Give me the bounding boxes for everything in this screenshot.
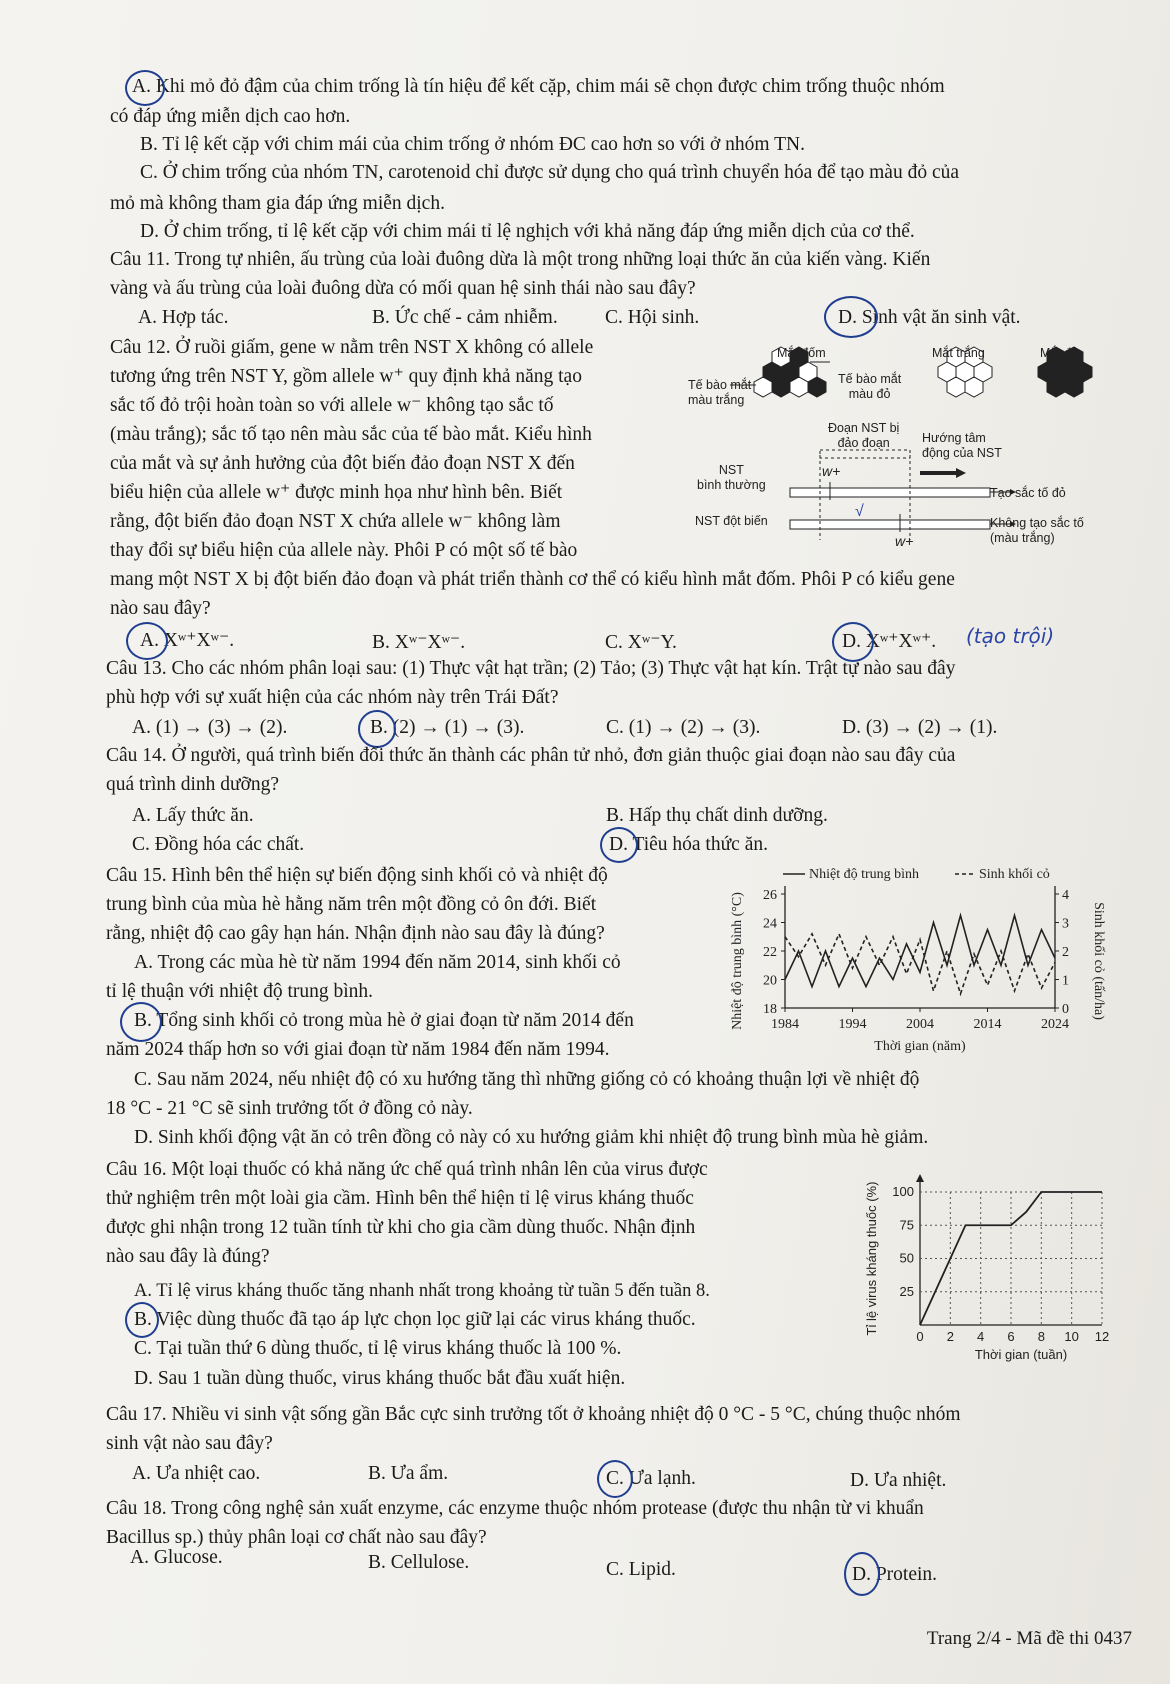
x-tick-label: 1994: [838, 1017, 867, 1032]
q15-option-c: C. Sau năm 2024, nếu nhiệt độ có xu hướng tăng thì những giống cỏ có khoảng thuận lợi về nhiệt độ: [134, 1069, 920, 1090]
q12-option-a: A. Xʷ⁺Xʷ⁻.: [140, 630, 235, 651]
q16-option-b: B. Việc dùng thuốc đã tạo áp lực chọn lọc giữ lại các virus kháng thuốc.: [134, 1309, 696, 1330]
q17-option-c: C. Ưa lạnh.: [606, 1468, 696, 1489]
q12-line-8: thay đổi sự biểu hiện của allele này. Phôi P có một số tế bào: [110, 540, 578, 561]
answer-circle: [120, 1002, 162, 1042]
y-tick-label: 50: [899, 1250, 914, 1266]
q18-option-d: D. Protein.: [852, 1564, 938, 1585]
label-red-pigment: Tạo sắc tố đỏ: [990, 486, 1066, 500]
centromere-arrow: [920, 471, 956, 475]
q12-line-1: Câu 12. Ở ruồi giấm, gene w nằm trên NST X không có allele: [110, 337, 594, 358]
x-axis-label: Thời gian (tuần): [974, 1347, 1068, 1362]
label-w-plus-mutant: w+: [895, 533, 914, 549]
label-centromere-direction: Hướng tâm động của NST: [922, 431, 1002, 460]
x-tick-label: 0: [916, 1329, 924, 1344]
q10-option-d: D. Ở chim trống, tỉ lệ kết cặp với chim mái tỉ lệ nghịch với khả năng đáp ứng miễn dịch của cơ thể.: [140, 221, 915, 242]
q13-stem: Câu 13. Cho các nhóm phân loại sau: (1) Thực vật hạt trần; (2) Tảo; (3) Thực vật hạt kín. Trật tự nào sau đây: [106, 658, 956, 679]
q16-option-c: C. Tại tuần thứ 6 dùng thuốc, tỉ lệ virus kháng thuốc là 100 %.: [134, 1338, 622, 1359]
q12-line-2: tương ứng trên NST Y, gồm allele w⁺ quy định khả năng tạo: [110, 366, 582, 387]
handwritten-note: (tạo trội): [966, 624, 1055, 648]
answer-circle: [597, 1460, 633, 1498]
q17-option-d: D. Ưa nhiệt.: [850, 1470, 947, 1491]
label-no-pigment: Không tạo sắc tố (màu trắng): [990, 516, 1084, 545]
y2-tick-label: 1: [1062, 973, 1069, 989]
answer-circle: [125, 1302, 159, 1338]
y2-axis-label: Sinh khối cỏ (tấn/ha): [1091, 902, 1106, 1020]
label-inverted-segment: Đoạn NST bị đảo đoạn: [828, 421, 900, 450]
q15-line-1: Câu 15. Hình bên thể hiện sự biến động sinh khối cỏ và nhiệt độ: [106, 865, 608, 886]
x-tick-label: 6: [1007, 1329, 1015, 1344]
answer-circle: [600, 827, 638, 863]
label-w-plus-normal: w+: [822, 463, 841, 479]
y-tick-label: 25: [899, 1283, 914, 1299]
q17-stem: Câu 17. Nhiều vi sinh vật sống gần Bắc cực sinh trưởng tốt ở khoảng nhiệt độ 0 °C - 5 °C, chúng thuộc nhóm: [106, 1404, 961, 1425]
q11-stem: Câu 11. Trong tự nhiên, ấu trùng của loài đuông dừa là một trong những loại thức ăn của kiến vàng. Kiến: [110, 249, 931, 270]
y-tick-label: 100: [892, 1184, 914, 1199]
x-tick-label: 4: [977, 1329, 985, 1344]
q15-option-b-cont: năm 2024 thấp hơn so với giai đoạn từ năm 1984 đến năm 1994.: [106, 1039, 610, 1060]
q15-option-a: A. Trong các mùa hè từ năm 1994 đến năm 2014, sinh khối cỏ: [134, 952, 621, 973]
x-tick-label: 2: [946, 1329, 954, 1344]
answer-circle: [125, 70, 165, 106]
x-tick-label: 8: [1037, 1329, 1045, 1344]
q14-option-a: A. Lấy thức ăn.: [132, 805, 254, 826]
q10-option-c: C. Ở chim trống của nhóm TN, carotenoid chỉ được sử dụng cho quá trình chuyển hóa để tạo màu đỏ của: [140, 162, 960, 183]
q13-stem-cont: phù hợp với sự xuất hiện của các nhóm này trên Trái Đất?: [106, 687, 559, 708]
label-red-cell: Tế bào mắt màu đỏ: [838, 372, 902, 401]
y2-tick-label: 4: [1062, 888, 1069, 903]
q12-line-6: biểu hiện của allele w⁺ được minh họa như hình bên. Biết: [110, 482, 563, 503]
q12-line-7: rằng, đột biến đảo đoạn NST X chứa allele w⁻ không làm: [110, 511, 561, 532]
label-white-eye: Mắt trắng: [932, 346, 985, 360]
legend-biomass: Sinh khối cỏ: [979, 867, 1050, 882]
q13-option-c: C. (1) → (2) → (3).: [606, 717, 761, 738]
x-tick-label: 1984: [771, 1017, 799, 1032]
q18-stem-cont: Bacillus sp.) thủy phân loại cơ chất nào sau đây?: [106, 1527, 487, 1548]
q12-line-10: nào sau đây?: [110, 598, 211, 619]
q16-line-1: Câu 16. Một loại thuốc có khả năng ức chế quá trình nhân lên của virus được: [106, 1159, 708, 1180]
q16-line-4: nào sau đây là đúng?: [106, 1246, 270, 1267]
y-tick-label: 20: [763, 973, 777, 989]
x-axis-label: Thời gian (năm): [874, 1039, 966, 1054]
q11-option-c: C. Hội sinh.: [605, 307, 700, 328]
q14-option-d: D. Tiêu hóa thức ăn.: [609, 834, 768, 855]
series-temperature-line: [785, 915, 1055, 986]
q15-option-b: B. Tổng sinh khối cỏ trong mùa hè ở giai đoạn từ năm 2014 đến: [134, 1010, 634, 1031]
q18-stem: Câu 18. Trong công nghệ sản xuất enzyme, các enzyme thuộc nhóm protease (được thu nhận từ vi khuẩn: [106, 1498, 924, 1519]
y-axis-label: Nhiệt độ trung bình (°C): [730, 892, 745, 1030]
label-red-eye: Mắt đỏ: [1040, 346, 1079, 360]
q12-option-d: D. Xʷ⁺Xʷ⁺.: [842, 631, 937, 652]
y2-tick-label: 3: [1062, 916, 1069, 932]
label-white-cell: Tế bào mắt màu trắng: [688, 378, 752, 407]
page-footer: Trang 2/4 - Mã đề thi 0437: [926, 1628, 1132, 1649]
q14-stem-cont: quá trình dinh dưỡng?: [106, 774, 280, 795]
answer-circle: [824, 296, 878, 338]
q11-option-d: D. Sinh vật ăn sinh vật.: [838, 307, 1021, 328]
x-tick-label: 2014: [973, 1017, 1002, 1032]
q16-option-d: D. Sau 1 tuần dùng thuốc, virus kháng thuốc bắt đầu xuất hiện.: [134, 1368, 626, 1389]
q14-option-b: B. Hấp thụ chất dinh dưỡng.: [606, 805, 828, 826]
q15-option-d: D. Sinh khối động vật ăn cỏ trên đồng cỏ này có xu hướng giảm khi nhiệt độ trung bình mùa hè giảm.: [134, 1127, 929, 1148]
handwritten-mark: √: [855, 503, 864, 520]
q16-line-2: thử nghiệm trên một loài gia cầm. Hình bên thể hiện tỉ lệ virus kháng thuốc: [106, 1188, 694, 1209]
answer-circle: [126, 622, 168, 660]
q10-option-a-cont: có đáp ứng miễn dịch cao hơn.: [110, 106, 351, 127]
chart-temperature-biomass: [725, 858, 1110, 1063]
q17-option-a: A. Ưa nhiệt cao.: [132, 1463, 261, 1484]
chart-virus-resistance: [840, 1170, 1115, 1365]
y-axis-label: Tỉ lệ virus kháng thuốc (%): [864, 1181, 879, 1336]
q15-option-a-cont: tỉ lệ thuận với nhiệt độ trung bình.: [106, 981, 374, 1002]
q12-line-5: của mắt và sự ảnh hưởng của đột biến đảo đoạn NST X đến: [110, 453, 575, 474]
q12-line-4: (màu trắng); sắc tố tạo nên màu sắc của tế bào mắt. Kiểu hình: [110, 424, 592, 445]
q18-option-c: C. Lipid.: [606, 1559, 676, 1580]
q10-option-c-cont: mỏ mà không tham gia đáp ứng miễn dịch.: [110, 193, 445, 214]
x-tick-label: 10: [1064, 1329, 1079, 1344]
q12-line-9: mang một NST X bị đột biến đảo đoạn và phát triển thành cơ thể có kiểu hình mắt đốm. Phôi P có kiểu gene: [110, 569, 955, 590]
q11-stem-cont: vàng và ấu trùng của loài đuông dừa có mối quan hệ sinh thái nào sau đây?: [110, 278, 696, 299]
q11-option-b: B. Ức chế - cảm nhiễm.: [372, 307, 558, 328]
q13-option-a: A. (1) → (3) → (2).: [132, 717, 288, 738]
legend-temperature: Nhiệt độ trung bình: [809, 867, 920, 882]
x-tick-label: 12: [1094, 1329, 1110, 1344]
q13-option-b: B. (2) → (1) → (3).: [370, 717, 525, 738]
q16-option-a: A. Tỉ lệ virus kháng thuốc tăng nhanh nhất trong khoảng từ tuần 5 đến tuần 8.: [134, 1281, 710, 1301]
y-tick-label: 18: [763, 1002, 777, 1017]
x-tick-label: 2004: [906, 1017, 934, 1032]
x-tick-label: 2024: [1041, 1017, 1069, 1032]
q13-option-d: D. (3) → (2) → (1).: [842, 717, 998, 738]
y-tick-label: 22: [763, 945, 777, 960]
y2-tick-label: 0: [1062, 1002, 1069, 1017]
y-axis-arrow: [916, 1174, 924, 1182]
q14-stem: Câu 14. Ở người, quá trình biến đổi thức ăn thành các phân tử nhỏ, đơn giản thuộc giai đoạn nào sau đây của: [106, 745, 956, 766]
q18-option-b: B. Cellulose.: [368, 1552, 470, 1573]
q18-option-a: A. Glucose.: [130, 1547, 223, 1568]
q14-option-c: C. Đồng hóa các chất.: [132, 834, 305, 855]
q10-option-a: A. Khi mỏ đỏ đậm của chim trống là tín hiệu để kết cặp, chim mái sẽ chọn được chim trống thuộc nhóm: [132, 76, 945, 97]
q15-line-3: rằng, nhiệt độ cao gây hạn hán. Nhận định nào sau đây là đúng?: [106, 923, 605, 944]
q15-line-2: trung bình của mùa hè hằng năm trên một đồng cỏ ôn đới. Biết: [106, 894, 597, 915]
q15-option-c-cont: 18 °C - 21 °C sẽ sinh trưởng tốt ở đồng cỏ này.: [106, 1098, 473, 1119]
q12-line-3: sắc tố đỏ trội hoàn toàn so với allele w⁻ không tạo sắc tố: [110, 395, 554, 416]
q10-option-b: B. Tỉ lệ kết cặp với chim mái của chim trống ở nhóm ĐC cao hơn so với ở nhóm TN.: [140, 134, 805, 155]
q17-stem-cont: sinh vật nào sau đây?: [106, 1433, 273, 1454]
y2-tick-label: 2: [1062, 945, 1069, 960]
y-tick-label: 75: [899, 1217, 914, 1233]
q16-line-3: được ghi nhận trong 12 tuần tính từ khi cho gia cầm dùng thuốc. Nhận định: [106, 1217, 696, 1238]
label-normal-chromosome: NST bình thường: [697, 463, 766, 492]
series-biomass-line: [785, 934, 1055, 994]
q17-option-b: B. Ưa ẩm.: [368, 1463, 449, 1484]
y-tick-label: 24: [763, 916, 777, 932]
label-spotted-eye: Mắt đốm: [777, 346, 826, 360]
q12-option-c: C. Xʷ⁻Y.: [605, 632, 677, 653]
answer-circle: [844, 1552, 880, 1596]
q12-option-b: B. Xʷ⁻Xʷ⁻.: [372, 632, 466, 653]
q11-option-a: A. Hợp tác.: [138, 307, 229, 328]
y-tick-label: 26: [763, 888, 777, 903]
label-mutant-chromosome: NST đột biến: [695, 514, 768, 528]
